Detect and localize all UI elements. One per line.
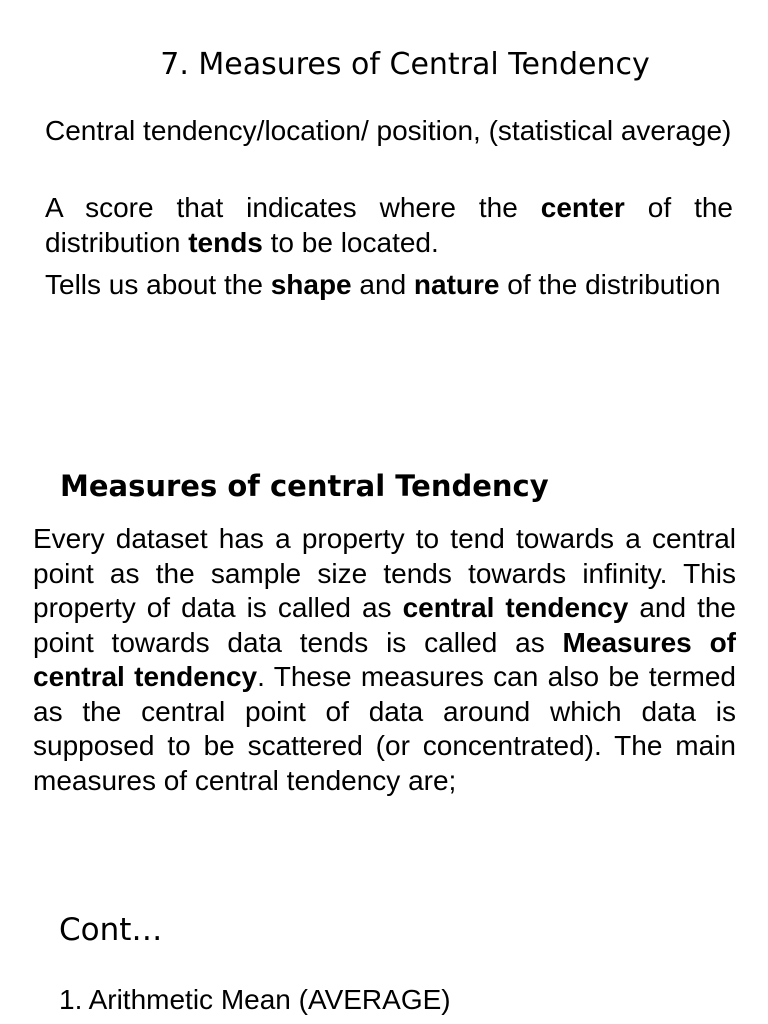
text-run: . These measures can also be termed as the central point of data around which data is supposed to be scattered (or concentrated). The main measures of central tendency are; xyxy=(33,661,736,796)
text-run: and the point towards data tends is called as xyxy=(33,592,737,658)
bold-measures: Measures of central tendency xyxy=(33,626,736,692)
text-run: A score that indicates where the xyxy=(45,192,541,223)
bold-shape: shape xyxy=(270,269,352,300)
score-paragraph xyxy=(45,191,733,260)
section-heading: Measures of central Tendency xyxy=(60,469,549,503)
text-run: to be located. xyxy=(262,226,439,258)
dataset-paragraph xyxy=(33,522,736,798)
cont-heading: Cont… xyxy=(59,912,163,948)
bold-center: center xyxy=(540,192,625,223)
text-run: Every dataset has a property to tend towards a central point as the sample size tends towards infinity. This property of data is called as xyxy=(33,523,736,623)
definition-paragraph: Central tendency/location/ position, (statistical average) xyxy=(45,115,732,146)
slide-title: 7. Measures of Central Tendency xyxy=(160,47,650,82)
text-run: of the distribution xyxy=(499,269,721,300)
text-run: Tells us about the xyxy=(45,269,271,300)
bold-central-tendency: central tendency xyxy=(402,592,629,623)
text-run: and xyxy=(351,269,414,300)
text-run: of the distribution xyxy=(45,192,733,258)
list-item: 1. Arithmetic Mean (AVERAGE) xyxy=(59,984,451,1015)
bold-tends: tends xyxy=(188,226,263,258)
shape-paragraph xyxy=(45,268,733,303)
bold-nature: nature xyxy=(413,269,500,300)
